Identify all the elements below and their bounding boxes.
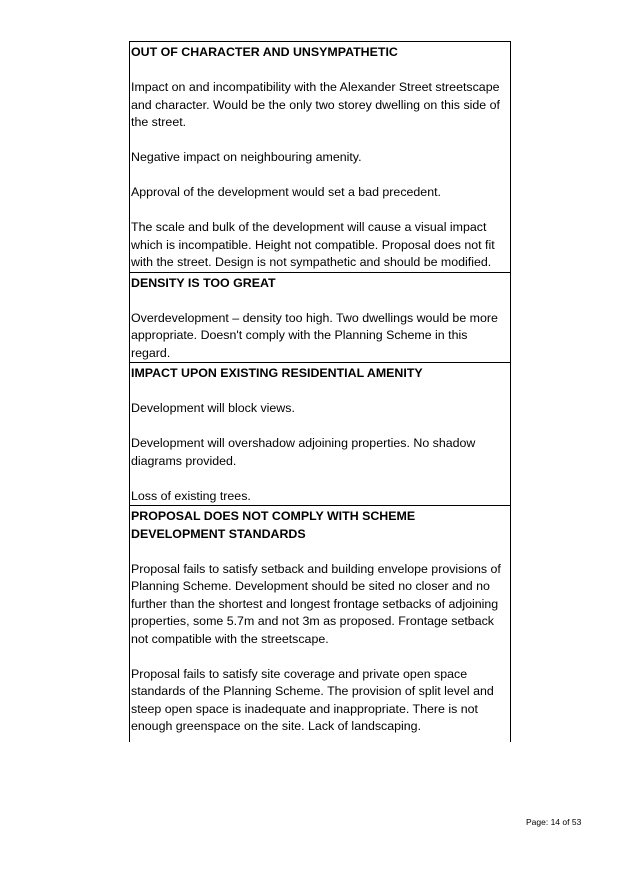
section-heading: IMPACT UPON EXISTING RESIDENTIAL AMENITY bbox=[131, 366, 423, 380]
section-paragraph: Loss of existing trees. bbox=[131, 488, 251, 503]
section-density bbox=[130, 273, 510, 364]
section-paragraph: Proposal fails to satisfy site coverage and private open space standards of the Planning Scheme. The provision of split level and steep open space is inadequate and inappropriate. There is not enough greenspace on the site. Lack of landscaping. bbox=[131, 666, 494, 733]
section-paragraph: Proposal fails to satisfy setback and building envelope provisions of Planning Scheme. Development should be sited no closer and no further than the shortest and longest frontage setbacks of adjoining properties, some 5.7m and not 3m as proposed. Frontage setback not compatible with the streetscape. bbox=[131, 561, 501, 646]
section-paragraph: The scale and bulk of the development will cause a visual impact which is incompatible. Height not compatible. Proposal does not fit with the street. Design is not sympathetic and should be modified. bbox=[131, 220, 495, 269]
section-paragraph: Impact on and incompatibility with the Alexander Street streetscape and character. Would be the only two storey dwelling on this side of the street. bbox=[131, 80, 500, 129]
section-paragraph: Approval of the development would set a bad precedent. bbox=[131, 185, 441, 199]
section-heading: OUT OF CHARACTER AND UNSYMPATHETIC bbox=[131, 45, 398, 59]
section-paragraph: Overdevelopment – density too high. Two dwellings would be more appropriate. Doesn't comply with the Planning Scheme in this regard. bbox=[131, 310, 498, 360]
section-paragraph: Development will overshadow adjoining properties. No shadow diagrams provided. bbox=[131, 436, 476, 468]
section-heading: PROPOSAL DOES NOT COMPLY WITH SCHEME DEVELOPMENT STANDARDS bbox=[131, 509, 416, 541]
section-residential-amenity bbox=[130, 363, 510, 506]
submissions-table bbox=[129, 41, 511, 742]
section-heading: DENSITY IS TOO GREAT bbox=[131, 275, 276, 290]
section-paragraph: Negative impact on neighbouring amenity. bbox=[131, 150, 362, 164]
section-out-of-character bbox=[130, 42, 510, 273]
section-paragraph: Development will block views. bbox=[131, 401, 295, 415]
page-number: Page: 14 of 53 bbox=[526, 817, 582, 827]
section-development-standards bbox=[130, 506, 510, 742]
